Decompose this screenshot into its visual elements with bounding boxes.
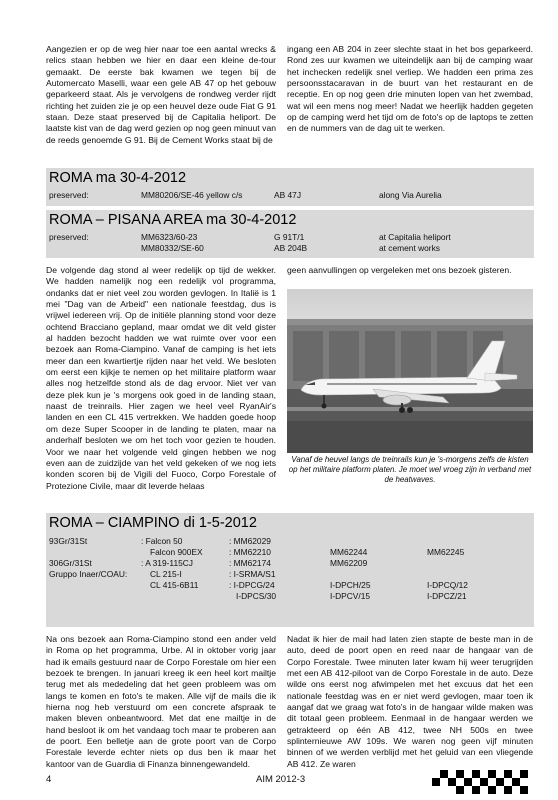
magazine-issue: AIM 2012-3 [256, 774, 306, 785]
row-location: along Via Aurelia [379, 190, 442, 200]
serial-cell: I-DPCZ/21 [427, 591, 467, 601]
closing-right-text: Nadat ik hier de mail had laten zien stapte de beste man in de auto, deed de poort open en reed naar de hangaar van de Corpo Forestale. Twee minuten later kwam hij weer terugrijden met een AB 412-piloot van de Corpo Forestale in de auto. Deze wilde ons eerst nog afwimpelen met het excuus dat het een nationale feestdag was en er niet werd gevlogen, maar toen ik aangaf dat we graag wat foto's in de hangaar wilde maken was dit totaal geen probleem. Eenmaal in de hangaar werden we getrakteerd op één AB 412, twee NH 500s en twee splinternieuwe AW 109s. We waren nog geen vijf minuten binnen of we werden verblijd met het geluid van een vliegende AB 412. Ze waren [287, 634, 533, 769]
type-cell: : Falcon 50 [141, 536, 183, 546]
serial-cell: : I-SRMA/S1 [229, 569, 276, 579]
serial-cell: : MM62210 [229, 547, 271, 557]
photo-caption: Vanaf de heuvel langs de treinrails kun je 's-morgens zelfs de kisten op het militaire platform platen. Je moet wel vroeg zijn in verband met de heatwaves. [288, 455, 532, 484]
row-location: at Capitalia heliport [379, 232, 451, 242]
row-location: at cement works [379, 243, 440, 253]
serial-cell: : MM62174 [229, 558, 271, 568]
serial-cell: MM62245 [427, 547, 465, 557]
airliner-illustration [287, 289, 533, 453]
type-cell: CL 215-I [150, 569, 182, 579]
serial-cell: MM62209 [330, 558, 368, 568]
unit-cell: Gruppo Inaer/COAU: [49, 569, 128, 579]
intro-left-column [46, 44, 276, 146]
intro-right-column [287, 44, 533, 135]
intro-right-text: ingang een AB 204 in zeer slechte staat in het bos geparkeerd. Rond zes uur kwamen we uiteindelijk aan bij de camping waar het inchecken redelijk snel verliep. We hadden een prima zes persoonsstacaravan in de buurt van het restaurant en de receptie. En op nog geen drie minuten lopen van het zwembad, wat wil een mens nog meer! Nadat we heerlijk hadden gegeten op de camping werd het tijd om de foto's op de laptops te zetten en de nummers van de dag uit te werken. [287, 44, 533, 134]
page-number: 4 [46, 774, 52, 785]
sighting-box-ciampino [46, 513, 534, 627]
box-title: ROMA – PISANA AREA ma 30-4-2012 [49, 212, 297, 228]
serial-cell: I-DPCQ/12 [427, 580, 468, 590]
story-left-text: De volgende dag stond al weer redelijk op tijd de wekker. We hadden namelijk nog een redelijk vol programma, ondanks dat er niet veel zou worden gevlogen. In Italië is 1 mei "Dag van de Arbeid" een nationale feestdag, dus is vrijwel iedereen vrij. Op de initiële planning stond voor deze ochtend Bracciano gepland, maar omdat we dit veld gister al hadden bezocht hadden we wat ruimte over voor een bezoek aan Roma-Ciampino. Vanaf de camping is het iets meer dan een kwartiertje rijden naar het veld. We besloten om eerst een kijkje te nemen op het militaire platform waar alles nog hetzelfde stond als de dag ervoor. Niet ver van deze plek kun je 's morgens ook goed in de landing staan, naast de treinrails. Hier zagen we heel veel RyanAir's landen en een CL 415 vertrekken. We hadden goede hoop om deze Super Scooper in de landing te platen, maar na anderhalf besloten we om het toch voor gezien te houden. Voor we naar het volgende veld gingen hebben we nog even aan de zuidzijde van het veld gekeken of we nog iets konden scoren bij de Vigili del Fuoco, Corpo Forestale of Protezione Civile, maar dit leverde helaas [46, 265, 276, 491]
row-type: G 91T/1 [274, 232, 305, 242]
sighting-box-roma [46, 168, 534, 206]
type-cell: : A 319-115CJ [141, 558, 193, 568]
serial-cell: MM62244 [330, 547, 368, 557]
row-type: AB 47J [274, 190, 302, 200]
closing-right-column [287, 634, 533, 770]
intro-left-text: Aangezien er op de weg hier naar toe een aantal wrecks & relics staan hebben we hier en daar een kleine de-tour gemaakt. De eerste bak kwamen we tegen bij de Automercato Maselli, waar een gele AB 47 op het gebouw geparkeerd staat. Als je vervolgens de rondweg verder rijdt richting het zuiden zie je op een heuvel deze oude Fiat G 91 staan. Deze staat preserved bij de Capitalia heliport. De laatste kist van de dag werd gezien op nog geen minuut van de reeds genoemde G 91. Bij de Cement Works staat bij de [46, 44, 276, 145]
serial-cell: : I-DPCG/24 [229, 580, 275, 590]
aircraft-photo [287, 289, 533, 453]
serial-cell: I-DPCV/15 [330, 591, 371, 601]
checkered-flag-decoration [432, 770, 534, 794]
closing-left-column [46, 634, 276, 770]
row-label: preserved: [49, 190, 89, 200]
sighting-box-pisana [46, 210, 534, 258]
row-registration: MM80332/SE-60 [141, 243, 204, 253]
story-right-text: geen aanvullingen op vergeleken met ons bezoek gisteren. [287, 265, 512, 275]
row-label: preserved: [49, 232, 89, 242]
closing-left-text: Na ons bezoek aan Roma-Ciampino stond een ander veld in Roma op het programma, Urbe. Al in oktober vorig jaar had ik emails gestuurd naar de Corpo Forestale om hier een bezoek te brengen. In januari kreeg ik een heel kort mailtje terug met als mededeling dat het geen probleem was om langs te komen en foto's te maken. Alle vijf de mails die ik hierna nog heb verstuurd om een concrete afspraak te maken bleven onbeantwoord. Met dat ene mailtje in de hand besloot ik om het vandaag toch maar te proberen aan de poort. Een belletje aan de grote poort van de Corpo Forestale leverde echter niets op dus ben ik maar het kantoor van de Guardia di Finanza binnengewandeld. [46, 634, 276, 769]
story-left-column [46, 265, 276, 492]
unit-cell: 306Gr/31St [49, 558, 92, 568]
box-title: ROMA ma 30-4-2012 [49, 170, 187, 186]
row-type: AB 204B [274, 243, 308, 253]
row-registration: MM80206/SE-46 yellow c/s [141, 190, 243, 200]
serial-cell: I-DPCS/30 [236, 591, 277, 601]
type-cell: Falcon 900EX [150, 547, 203, 557]
unit-cell: 93Gr/31St [49, 536, 88, 546]
box-title: ROMA – CIAMPINO di 1-5-2012 [49, 515, 257, 531]
row-registration: MM6323/60-23 [141, 232, 198, 242]
type-cell: CL 415-6B11 [150, 580, 199, 590]
serial-cell: : MM62029 [229, 536, 271, 546]
serial-cell: I-DPCH/25 [330, 580, 371, 590]
story-right-column [287, 265, 533, 276]
